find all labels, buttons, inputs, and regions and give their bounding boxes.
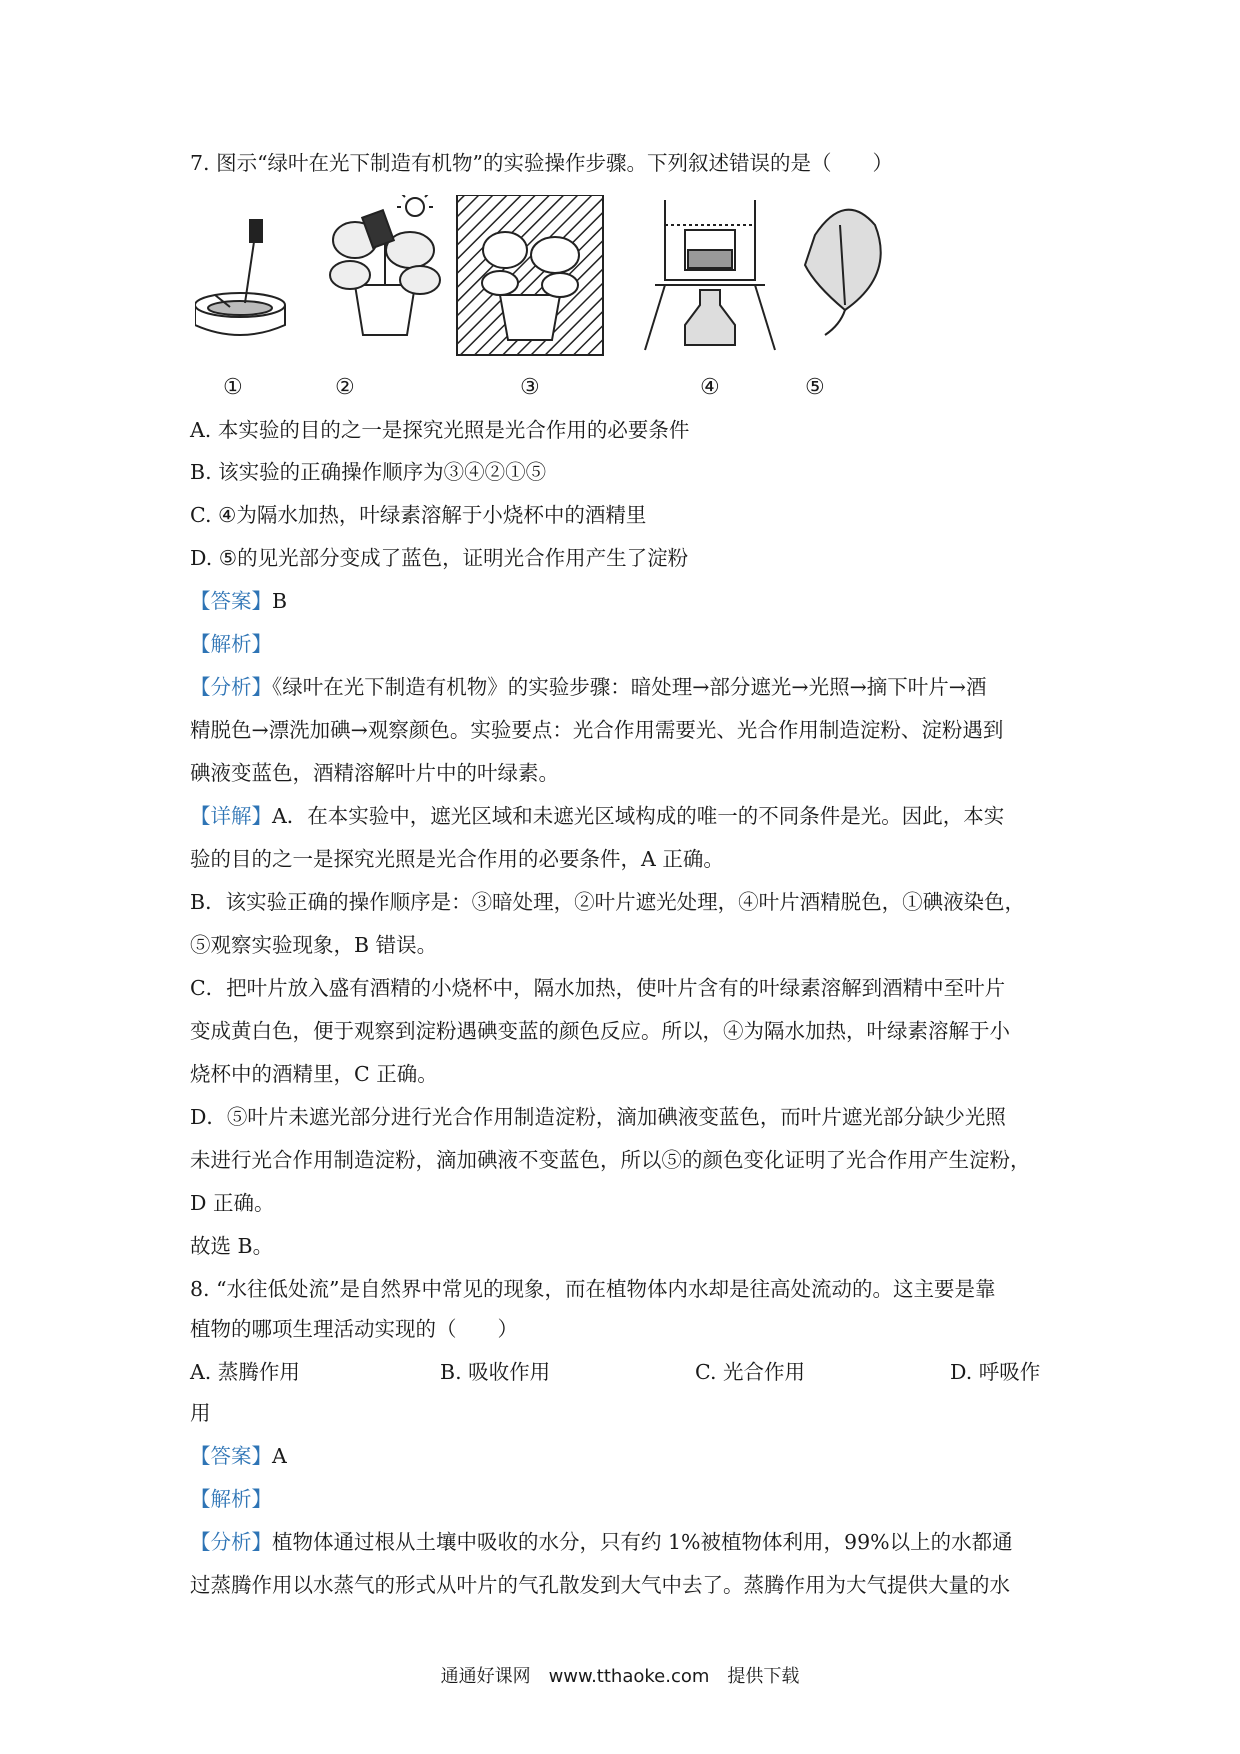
figure-label-1: ① xyxy=(223,375,243,400)
q7-xiangjie-line: D．⑤叶片未遮光部分进行光合作用制造淀粉，滴加碘液变蓝色，而叶片遮光部分缺少光照 xyxy=(190,1105,1006,1129)
q7-xiangjie-line xyxy=(190,801,1004,831)
q8-option-c: C. 光合作用 xyxy=(695,1360,805,1384)
q7-xiangjie-line: C．把叶片放入盛有酒精的小烧杯中，隔水加热，使叶片含有的叶绿素溶解到酒精中至叶片 xyxy=(190,976,1006,1000)
xiangjie-tag: 【详解】 xyxy=(190,804,272,828)
q7-stem: 7. 图示“绿叶在光下制造有机物”的实验操作步骤。下列叙述错误的是（ ） xyxy=(190,151,894,175)
q8-option-d-wrap: 用 xyxy=(190,1401,211,1425)
q7-xiangjie-line: ⑤观察实验现象，B 错误。 xyxy=(190,933,438,957)
fenxi-text: 《绿叶在光下制造有机物》的实验步骤：暗处理→部分遮光→光照→摘下叶片→酒 xyxy=(272,675,987,699)
dark-treatment-box-icon xyxy=(457,195,603,355)
q7-option-d: D. ⑤的见光部分变成了蓝色，证明光合作用产生了淀粉 xyxy=(190,546,689,570)
figure-label-4: ④ xyxy=(700,375,720,400)
xiangjie-text: A．在本实验中，遮光区域和未遮光区域构成的唯一的不同条件是光。因此，本实 xyxy=(272,804,1005,828)
q7-conclusion: 故选 B。 xyxy=(190,1234,274,1258)
q8-stem: 8. “水往低处流”是自然界中常见的现象，而在植物体内水却是往高处流动的。这主要是靠 xyxy=(190,1277,996,1301)
q7-fenxi-line: 精脱色→漂洗加碘→观察颜色。实验要点：光合作用需要光、光合作用制造淀粉、淀粉遇到 xyxy=(190,718,1004,742)
dish-dropper-icon xyxy=(195,220,285,335)
q8-options xyxy=(190,1355,1060,1385)
q7-option-b: B. 该实验的正确操作顺序为③④②①⑤ xyxy=(190,460,547,484)
answer-tag: 【答案】 xyxy=(190,1444,272,1468)
answer-tag: 【答案】 xyxy=(190,589,272,613)
page-footer: 通通好课网 www.tthaoke.com 提供下载 xyxy=(440,1666,800,1687)
q7-figure xyxy=(195,195,885,410)
fenxi-tag: 【分析】 xyxy=(190,675,272,699)
experiment-steps-illustration xyxy=(195,195,885,375)
q7-fenxi-line: 碘液变蓝色，酒精溶解叶片中的叶绿素。 xyxy=(190,761,559,785)
plant-covered-leaf-icon xyxy=(330,195,440,335)
answer-value: A xyxy=(272,1444,287,1468)
figure-label-5: ⑤ xyxy=(805,375,825,400)
q8-option-b: B. 吸收作用 xyxy=(440,1360,551,1384)
fenxi-tag: 【分析】 xyxy=(190,1530,272,1554)
q7-analysis-heading xyxy=(190,629,272,659)
leaf-result-icon xyxy=(805,210,881,335)
analysis-tag: 【解析】 xyxy=(190,1487,272,1511)
q8-fenxi-line xyxy=(190,1527,1013,1557)
q8-analysis-heading xyxy=(190,1484,272,1514)
q8-option-d: D. 呼吸作 xyxy=(950,1360,1041,1384)
q7-option-a: A. 本实验的目的之一是探究光照是光合作用的必要条件 xyxy=(190,418,690,442)
q7-answer xyxy=(190,586,287,616)
q8-stem: 植物的哪项生理活动实现的（ ） xyxy=(190,1317,518,1341)
analysis-tag: 【解析】 xyxy=(190,632,272,656)
figure-label-3: ③ xyxy=(520,375,540,400)
q7-xiangjie-line: 未进行光合作用制造淀粉，滴加碘液不变蓝色，所以⑤的颜色变化证明了光合作用产生淀粉， xyxy=(190,1148,1031,1172)
answer-value: B xyxy=(272,589,288,613)
q7-xiangjie-line: 变成黄白色，便于观察到淀粉遇碘变蓝的颜色反应。所以，④为隔水加热，叶绿素溶解于小 xyxy=(190,1019,1010,1043)
q7-fenxi-line xyxy=(190,672,986,702)
figure-label-2: ② xyxy=(335,375,355,400)
q7-xiangjie-line: B．该实验正确的操作顺序是：③暗处理，②叶片遮光处理，④叶片酒精脱色，①碘液染色， xyxy=(190,890,1026,914)
water-bath-heating-icon xyxy=(645,200,775,350)
q7-xiangjie-line: D 正确。 xyxy=(190,1191,275,1215)
q8-fenxi-line: 过蒸腾作用以水蒸气的形式从叶片的气孔散发到大气中去了。蒸腾作用为大气提供大量的水 xyxy=(190,1573,1010,1597)
q7-xiangjie-line: 烧杯中的酒精里，C 正确。 xyxy=(190,1062,438,1086)
q7-xiangjie-line: 验的目的之一是探究光照是光合作用的必要条件，A 正确。 xyxy=(190,847,724,871)
q8-answer xyxy=(190,1441,287,1471)
fenxi-text: 植物体通过根从土壤中吸收的水分，只有约 1%被植物体利用，99%以上的水都通 xyxy=(272,1530,1013,1554)
q8-option-a: A. 蒸腾作用 xyxy=(190,1360,300,1384)
q7-option-c: C. ④为隔水加热，叶绿素溶解于小烧杯中的酒精里 xyxy=(190,503,647,527)
